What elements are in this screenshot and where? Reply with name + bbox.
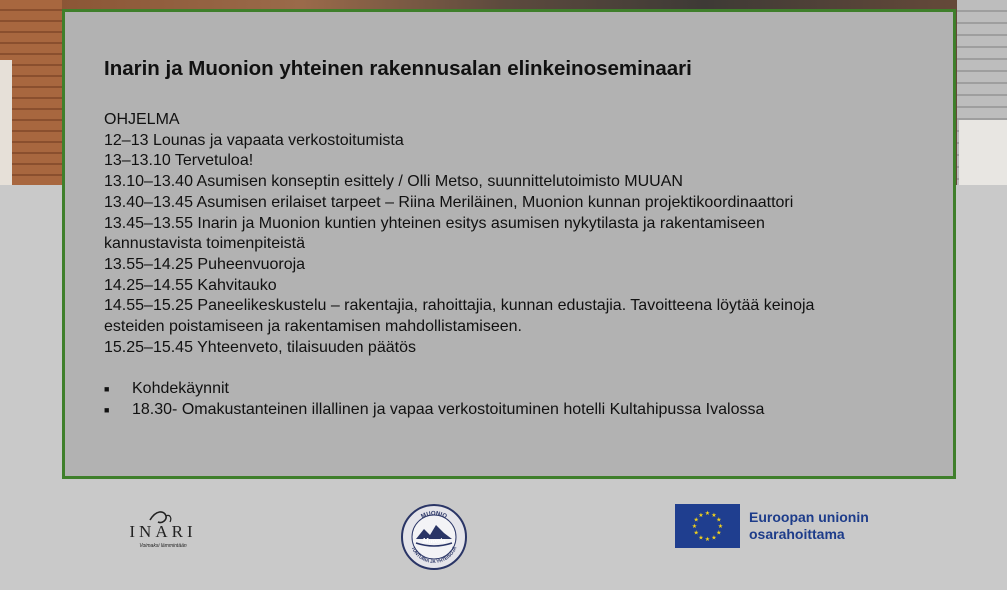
- program-item: 13.10–13.40 Asumisen konseptin esittely / Olli Metso, suunnittelutoimisto MUUAN: [104, 173, 683, 191]
- bullet-item: [104, 400, 944, 421]
- inari-swirl-icon: [146, 508, 176, 535]
- program-item: 12–13 Lounas ja vapaata verkostoitumista: [104, 131, 404, 149]
- inari-tagline: Voimaksi lämmintään: [139, 543, 187, 549]
- muonio-bottom-text: TUNTURIA JA YHTEISÖJÄ: [410, 545, 458, 565]
- muonio-center-text: Muonio: [422, 537, 446, 545]
- eu-star-icon: ★: [717, 524, 724, 531]
- window-right: [959, 120, 1007, 185]
- program-item: 15.25–15.45 Yhteenveto, tilaisuuden päätös: [104, 338, 416, 356]
- program-list: [104, 110, 934, 358]
- program-card: [62, 9, 956, 479]
- eu-funding-logo: [675, 504, 869, 548]
- bullet-text: Kohdekäynnit: [132, 380, 229, 397]
- eu-star-icon: ★: [704, 537, 711, 544]
- program-item: 14.25–14.55 Kahvitauko: [104, 276, 277, 294]
- eu-star-icon: ★: [704, 511, 711, 518]
- eu-star-icon: ★: [693, 517, 699, 524]
- program-item: 13.55–14.25 Puheenvuoroja: [104, 255, 306, 273]
- eu-star-icon: ★: [716, 530, 722, 537]
- program-item: 13.45–13.55 Inarin ja Muonion kuntien yhteinen esitys asumisen nykytilasta ja rakentamiseen: [104, 214, 765, 232]
- eu-star-icon: ★: [711, 512, 717, 519]
- eu-star-icon: ★: [693, 530, 699, 537]
- eu-funding-text: [749, 509, 869, 543]
- inari-logo: [118, 508, 208, 552]
- bullet-marker-icon: ■: [104, 384, 110, 394]
- inari-wordmark: INARI: [129, 522, 197, 541]
- page-title: Inarin ja Muonion yhteinen rakennusalan elinkeinoseminaari: [104, 57, 692, 80]
- eu-star-icon: ★: [716, 517, 722, 524]
- bullet-item: [104, 379, 944, 400]
- program-item: 14.55–15.25 Paneelikeskustelu – rakentajia, rahoittajia, kunnan edustajia. Tavoitteena löytää keinoja: [104, 297, 815, 315]
- bullet-list: [104, 379, 944, 420]
- program-item: 13–13.10 Tervetuloa!: [104, 152, 254, 170]
- program-item: esteiden poistamiseen ja rakentamisen mahdollistamiseen.: [104, 318, 522, 336]
- muonio-logo: [400, 503, 468, 571]
- bullet-marker-icon: ■: [104, 404, 110, 415]
- program-heading: OHJELMA: [104, 111, 180, 128]
- window-left: [0, 60, 12, 185]
- bullet-text: 18.30- Omakustanteinen illallinen ja vapaa verkostoituminen hotelli Kultahipussa Ivalossa: [132, 400, 765, 418]
- eu-star-icon: ★: [698, 535, 704, 542]
- eu-text-line1: Euroopan unionin: [749, 509, 869, 525]
- program-item: kannustavista toimenpiteistä: [104, 235, 305, 253]
- muonio-top-text: MUONIO: [420, 510, 448, 521]
- program-item: 13.40–13.45 Asumisen erilaiset tarpeet – Riina Meriläinen, Muonion kunnan projektikoordinaattori: [104, 193, 794, 211]
- eu-star-icon: ★: [711, 535, 717, 542]
- eu-flag-icon: [675, 504, 740, 548]
- eu-text-line2: osarahoittama: [749, 526, 845, 542]
- eu-star-icon: ★: [691, 524, 698, 531]
- eu-star-icon: ★: [698, 512, 704, 519]
